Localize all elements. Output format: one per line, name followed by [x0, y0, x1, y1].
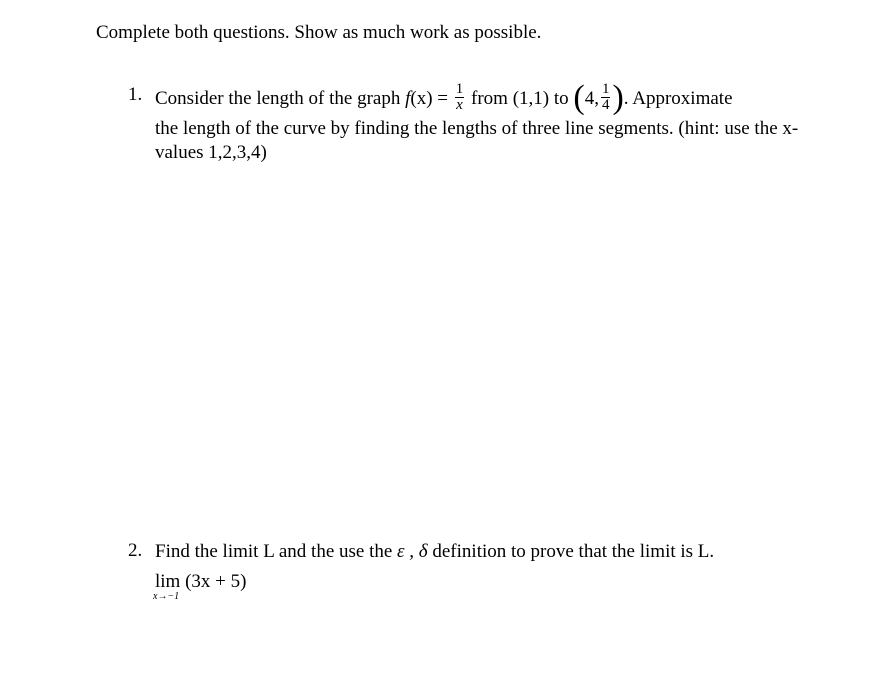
- end-point-fraction-denominator: 4: [601, 97, 610, 113]
- question-2-text: Find the limit L and the use the: [155, 541, 398, 562]
- to-text: to: [549, 87, 574, 109]
- end-point-fraction: [601, 82, 611, 113]
- function-fraction: [455, 82, 465, 113]
- question-1-number: 1.: [128, 84, 143, 105]
- question-2-text-after: definition to prove that the limit is L.: [427, 541, 715, 562]
- epsilon-delta-symbols: ε , δ: [397, 541, 428, 562]
- question-1-line-2: the length of the curve by finding the lengths of three line segments. (hint: use the x-values 1,2,3,4): [155, 118, 799, 163]
- function-fraction-numerator: 1: [455, 81, 464, 97]
- limit-subscript: x→−1: [153, 591, 180, 602]
- function-fraction-denominator: x: [456, 97, 463, 113]
- approximate-text: . Approximate: [623, 87, 733, 109]
- question-1-line-1: [155, 78, 818, 116]
- limit-expression: (3x + 5): [185, 571, 247, 592]
- question-1-intro-text: Consider the length of the graph: [155, 87, 406, 109]
- limit-word: [153, 570, 181, 602]
- start-point: (1,1): [512, 87, 550, 109]
- question-2-body: [153, 540, 818, 602]
- question-2: [128, 540, 818, 602]
- question-1: [128, 78, 818, 165]
- question-1-body: [155, 78, 818, 165]
- end-point: [573, 78, 624, 116]
- end-point-open-paren: (: [573, 78, 585, 116]
- end-point-fraction-numerator: 1: [601, 81, 610, 97]
- end-point-close-paren: ): [612, 78, 624, 116]
- question-2-number: 2.: [128, 540, 143, 561]
- function-variable: (x) =: [410, 87, 453, 109]
- instructions: Complete both questions. Show as much work as possible.: [96, 22, 542, 43]
- question-2-line-1: [155, 540, 818, 564]
- from-text: from: [466, 87, 513, 109]
- end-point-x: 4,: [584, 87, 599, 109]
- function-name: f: [405, 87, 411, 109]
- limit-word-text: lim: [155, 571, 181, 592]
- limit-expression-block: [153, 570, 247, 602]
